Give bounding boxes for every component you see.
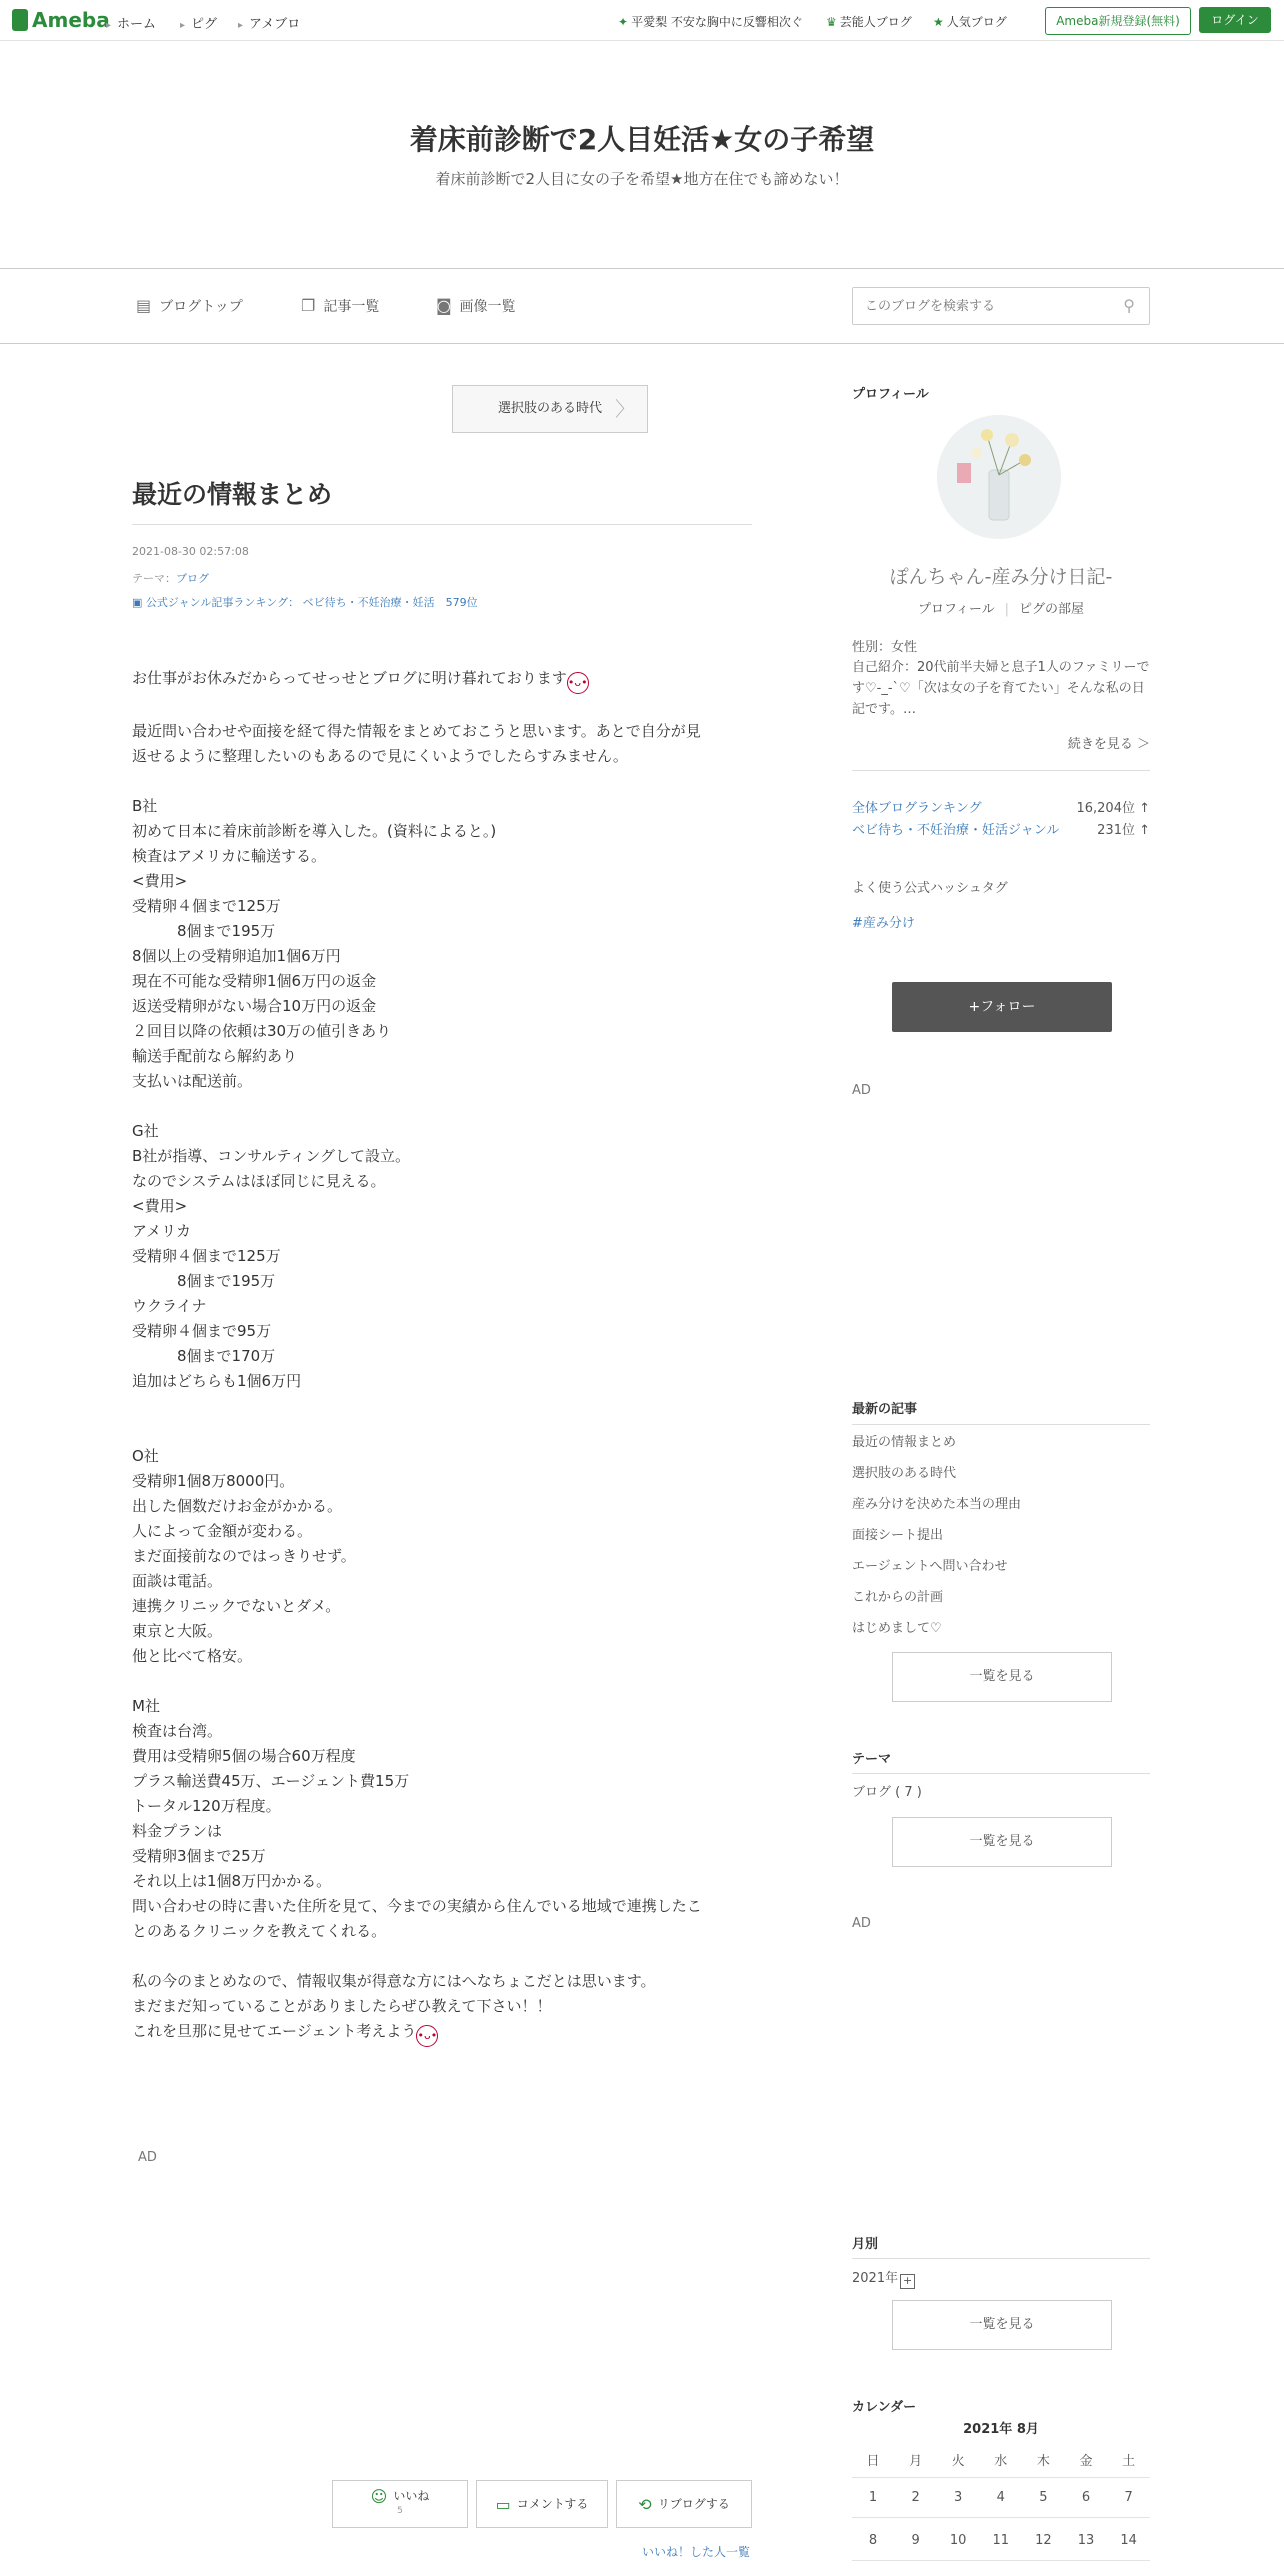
month-label: 2021年 [852,2271,899,2286]
calendar-title: 2021年 8月 [963,2422,1039,2437]
crown-icon: ♛ [826,15,837,29]
body-text: 連携クリニックでないとダメ。 [132,1597,341,1615]
popular-blog-link[interactable] [933,13,1007,30]
body-line [132,869,752,894]
body-line [132,1644,752,1669]
profile-name[interactable]: ぽんちゃん-産み分け日記- [889,566,1113,588]
body-line [132,769,752,794]
separator: | [1004,602,1010,617]
calendar-day[interactable]: 6 [1081,2490,1091,2505]
calendar-day[interactable]: 7 [1124,2490,1133,2505]
recent-entry-link[interactable]: 最近の情報まとめ [852,1435,957,1450]
body-text: 受精卵４個まで125万 [132,1247,281,1265]
body-text: お仕事がお休みだからってせっせとブログに明け暮れております [132,669,567,687]
body-line [132,1144,752,1169]
body-text: G社 [132,1122,159,1140]
body-text: 料金プランは [132,1822,223,1840]
hashtag-link[interactable]: #産み分け [852,916,915,931]
body-line [132,1694,752,1719]
body-text: 問い合わせの時に書いた住所を見て、今までの実績から住んでいる地域で連携したこ [132,1897,702,1915]
body-line [132,1869,752,1894]
body-line [132,1094,752,1119]
prev-entry-label: 選択肢のある時代 [497,401,602,416]
profile-link[interactable]: プロフィール [917,602,995,617]
body-text: <費用> [132,872,188,890]
body-line [132,1119,752,1144]
tab-label: ブログトップ [159,299,243,315]
body-line [132,1494,752,1519]
chevron-right-icon: 〉 [615,397,635,421]
profile-links [852,598,1150,617]
body-line [132,944,752,969]
body-line [132,1369,752,1394]
body-text: 支払いは配送前。 [132,1072,253,1090]
register-button[interactable]: Ameba新規登録(無料) [1045,7,1191,35]
recent-entry-link[interactable]: はじめまして♡ [852,1621,942,1636]
comment-icon: ▭ [495,2495,511,2514]
body-line [132,1419,752,1444]
like-label: いいね [393,2489,430,2503]
entry-title[interactable]: 最近の情報まとめ [132,480,333,509]
body-text: 検査は台湾。 [132,1722,223,1740]
theme-heading: テーマ [852,1752,892,1767]
body-text: 返送受精卵がない場合10万円の返金 [132,997,377,1015]
blog-title[interactable]: 着床前診断で2人目妊活★女の子希望 [409,123,875,156]
comment-label: コメントする [516,2497,589,2511]
calendar-weekday: 土 [1122,2454,1136,2469]
month-item[interactable] [852,2267,915,2289]
body-text: B社 [132,797,158,815]
pig-room-link[interactable]: ピグの部屋 [1019,602,1085,617]
body-line [132,1169,752,1194]
body-text: 受精卵1個8万8000円。 [132,1472,295,1490]
recent-heading: 最新の記事 [852,1402,918,1417]
body-line [132,794,752,819]
body-text: 現在不可能な受精卵1個6万円の返金 [132,972,377,990]
body-line [132,1469,752,1494]
body-text: 他と比べて格安。 [132,1647,253,1665]
body-line [132,1044,752,1069]
divider [852,2258,1150,2259]
entry-theme [132,570,209,586]
body-text: 8個まで195万 [132,922,276,940]
ranking-value: 579位 [445,596,478,609]
topic-news-text: 平愛梨 不安な胸中に反響相次ぐ [631,15,803,29]
reblog-label: リブログする [657,2497,730,2511]
reblog-icon: ⟲ [638,2495,652,2514]
body-line [132,969,752,994]
body-text: アメリカ [132,1222,191,1240]
theme-list-more-button[interactable]: 一覧を見る [892,1817,1112,1867]
calendar-day[interactable]: 5 [1039,2490,1048,2505]
calendar-day[interactable]: 4 [996,2490,1005,2505]
entry-date: 2021-08-30 02:57:08 [132,545,249,558]
profile-heading: プロフィール [852,387,929,402]
body-line [132,1194,752,1219]
calendar-day[interactable]: 9 [911,2533,920,2548]
body-line [132,1444,752,1469]
body-line [132,819,752,844]
calendar-day[interactable]: 3 [954,2490,963,2505]
body-line [132,994,752,1019]
ranking-row-overall[interactable] [852,797,1150,816]
body-text: <費用> [132,1197,188,1215]
body-text: 受精卵3個まで25万 [132,1847,266,1865]
body-line [132,1944,752,1969]
body-text: B社が指導、コンサルティングして設立。 [132,1147,411,1165]
body-line [132,1394,752,1419]
tab-label: 画像一覧 [459,299,516,315]
theme-item[interactable]: ブログ ( 7 ) [852,1785,922,1800]
body-line [132,1219,752,1244]
ad-label: AD [852,1916,871,1931]
body-text: M社 [132,1697,160,1715]
ranking-label: 公式ジャンル記事ランキング： [145,596,300,609]
body-line [132,1994,752,2019]
prev-entry-button[interactable] [452,385,648,433]
camera-icon: ◙ [436,296,452,315]
body-text: 8個まで195万 [132,1272,276,1290]
ranking-name: ベビ待ち・不妊治療・妊活ジャンル [852,823,1060,838]
body-text: 人によって金額が変わる。 [132,1522,313,1540]
ad-label: AD [138,2150,157,2165]
month-heading: 月別 [852,2237,879,2252]
body-text: 追加はどちらも1個6万円 [132,1372,302,1390]
recent-entry-link[interactable]: 面接シート提出 [852,1528,944,1543]
blog-search [852,287,1150,325]
divider [852,1773,1150,1774]
body-line [132,2019,752,2047]
body-line [132,1794,752,1819]
calendar-day[interactable]: 8 [868,2533,878,2548]
divider [0,343,1284,344]
popular-blog-text: 人気ブログ [946,15,1007,29]
theme-label: テーマ： [132,572,176,585]
calendar-day[interactable]: 10 [949,2533,967,2548]
face-emoji-icon: •ᴗ• [416,2025,438,2047]
liked-users-link[interactable]: いいね！した人一覧 [642,2545,751,2559]
ameba-logo-icon [12,9,28,31]
reblog-button[interactable] [616,2480,752,2528]
body-text: 私の今のまとめなので、情報収集が得意な方にはへなちょこだとは思います。 [132,1972,656,1990]
body-text: ウクライナ [132,1297,207,1315]
ranking-value: 231位 ↑ [1097,823,1150,838]
profile-more-link[interactable]: 続きを見る ＞ [1067,737,1150,752]
calendar-day[interactable]: 14 [1120,2533,1137,2548]
body-line [132,1344,752,1369]
body-text: 初めて日本に着床前診断を導入した。(資料によると。) [132,822,497,840]
recent-list-more-button[interactable]: 一覧を見る [892,1652,1112,1702]
body-text: これを旦那に見せてエージェント考えよう [132,2022,417,2040]
body-line [132,1744,752,1769]
body-line [132,1244,752,1269]
tab-image-list[interactable] [436,296,516,316]
recent-entry-link[interactable]: 産み分けを決めた本当の理由 [852,1497,1022,1512]
calendar-day[interactable]: 11 [992,2533,1010,2548]
ranking-value: 16,204位 ↑ [1076,801,1150,816]
recent-entry-link[interactable]: エージェントへ問い合わせ [852,1559,1008,1574]
month-list-more-button[interactable]: 一覧を見る [892,2300,1112,2350]
hashtag-heading: よく使う公式ハッシュタグ [852,881,1008,896]
like-button[interactable] [332,2480,468,2528]
body-text: 受精卵４個まで95万 [132,1322,272,1340]
smile-icon: ☺ [370,2487,388,2506]
topic-news-link[interactable] [618,13,803,30]
document-icon: ▤ [136,296,152,315]
calendar-weekday: 金 [1079,2454,1093,2469]
body-line [132,666,752,694]
body-line [132,844,752,869]
body-text: 出した個数だけお金がかかる。 [132,1497,343,1515]
body-text: O社 [132,1447,159,1465]
body-line [132,1619,752,1644]
comment-button[interactable] [476,2480,608,2528]
calendar-weekday: 月 [909,2454,923,2469]
body-text: 返せるように整理したいのもあるので見にくいようでしたらすみません。 [132,747,628,765]
body-text: 輸送手配前なら解約あり [132,1047,298,1065]
nav-home[interactable]: ▸ ホーム [106,13,156,32]
calendar-weekday: 日 [866,2454,880,2469]
body-text: 最近問い合わせや面接を経て得た情報をまとめておこうと思います。あとで自分が見 [132,722,701,740]
profile-intro: 自己紹介：20代前半夫婦と息子1人のファミリーです♡-_-`♡「次は女の子を育てたい」そんな私の日記です。… [852,660,1150,717]
body-text: 東京と大阪。 [132,1622,223,1640]
body-line [132,1319,752,1344]
login-button[interactable]: ログイン [1199,7,1271,33]
divider [852,1424,1150,1425]
body-line [132,1769,752,1794]
recent-entry-link[interactable]: これからの計画 [852,1590,944,1605]
body-line [132,719,752,744]
profile-avatar[interactable] [937,415,1061,539]
body-text: まだまだ知っていることがありましたらぜひ教えて下さい！！ [132,1997,552,2015]
ad-label: AD [852,1083,871,1098]
ranking-row-genre[interactable] [852,819,1150,838]
search-icon[interactable]: ⚲ [1123,296,1135,315]
like-count: 5 [397,2506,403,2516]
body-line [132,1969,752,1994]
divider [0,268,1284,269]
flower-photo-image [937,415,1061,539]
search-input[interactable] [863,288,1107,324]
expand-icon[interactable]: + [900,2274,915,2289]
star-icon: ★ [933,15,944,29]
face-emoji-icon: •ᴗ• [567,672,589,694]
body-text: 8個以上の受精卵追加1個6万円 [132,947,341,965]
body-line [132,894,752,919]
body-text: なのでシステムはほぼ同じに見える。 [132,1172,386,1190]
calendar-day[interactable]: 13 [1077,2533,1095,2548]
calendar-weekday: 木 [1036,2454,1050,2469]
entry-ranking [132,594,478,610]
follow-button[interactable]: +フォロー [892,982,1112,1032]
body-line [132,1294,752,1319]
calendar-divider [852,2517,1150,2518]
body-text: ２回目以降の依頼は30万の値引きあり [132,1022,392,1040]
body-text: 検査はアメリカに輸送する。 [132,847,326,865]
body-line [132,1269,752,1294]
copy-icon: ❐ [301,296,316,315]
ranking-genre-link[interactable]: ベビ待ち・不妊治療・妊活 [302,596,435,609]
entry-body [132,666,752,2047]
body-line [132,1669,752,1694]
body-text: トータル120万程度。 [132,1797,281,1815]
body-line [132,1919,752,1944]
body-text: 面談は電話。 [132,1572,223,1590]
celebrity-blog-link[interactable] [826,13,912,30]
tab-blog-top[interactable] [136,296,243,316]
tab-entry-list[interactable] [301,296,379,316]
calendar-day[interactable]: 2 [911,2490,920,2505]
body-line [132,1594,752,1619]
celebrity-blog-text: 芸能人ブログ [839,15,912,29]
tab-label: 記事一覧 [323,299,380,315]
body-text: 受精卵４個まで125万 [132,897,281,915]
body-line [132,694,752,719]
nav-ameblo[interactable]: ▸ アメブロ [238,13,300,32]
sparkle-icon: ✦ [618,15,629,29]
nav-pigg[interactable]: ▸ ピグ [180,13,217,32]
profile-gender: 性別：女性 [852,640,918,655]
body-line [132,1544,752,1569]
body-line [132,1894,752,1919]
calendar-divider [852,2560,1150,2561]
blog-description: 着床前診断で2人目に女の子を希望★地方在住でも諦めない！ [435,170,849,188]
body-line [132,919,752,944]
body-text: まだ面接前なのではっきりせず。 [132,1547,356,1565]
calendar-day[interactable]: 1 [868,2490,878,2505]
ranking-name: 全体ブログランキング [852,801,982,816]
divider [132,524,752,525]
logo-text: Ameba [32,8,110,32]
divider [852,770,1150,771]
body-text: 8個まで170万 [132,1347,276,1365]
calendar-weekday: 水 [994,2454,1008,2469]
body-text: プラス輸送費45万、エージェント費15万 [132,1772,410,1790]
body-line [132,1819,752,1844]
body-line [132,1019,752,1044]
ranking-icon: ▣ [132,596,146,609]
body-text: とのあるクリニックを教えてくれる。 [132,1922,387,1940]
theme-link[interactable]: ブログ [176,572,209,585]
body-line [132,744,752,769]
calendar-day[interactable]: 12 [1035,2533,1052,2548]
calendar-divider [852,2477,1150,2478]
body-line [132,1569,752,1594]
recent-entry-link[interactable]: 選択肢のある時代 [852,1466,957,1481]
body-text: それ以上は1個8万円かかる。 [132,1872,332,1890]
global-header [0,0,1284,41]
body-line [132,1719,752,1744]
ameba-logo[interactable] [12,8,110,32]
calendar-weekday: 火 [951,2454,965,2469]
body-line [132,1519,752,1544]
calendar-heading: カレンダー [852,2400,917,2415]
body-text: 費用は受精卵5個の場合60万程度 [132,1747,356,1765]
body-line [132,1844,752,1869]
body-line [132,1069,752,1094]
